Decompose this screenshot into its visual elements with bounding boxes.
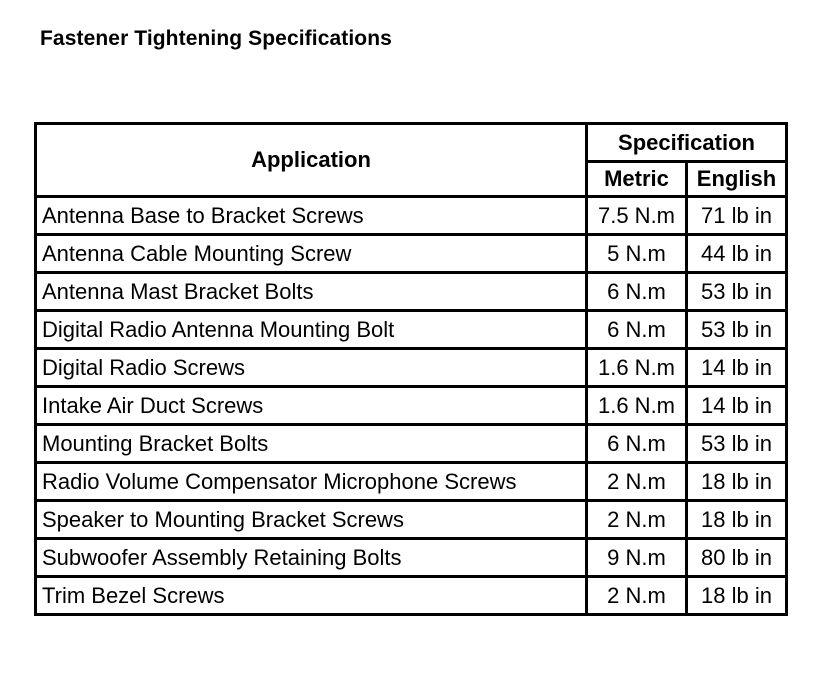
application-cell: Antenna Base to Bracket Screws bbox=[36, 197, 587, 235]
application-cell: Speaker to Mounting Bracket Screws bbox=[36, 501, 587, 539]
header-application: Application bbox=[36, 124, 587, 197]
metric-cell: 6 N.m bbox=[587, 273, 687, 311]
table-row bbox=[36, 197, 787, 235]
english-cell: 18 lb in bbox=[687, 501, 787, 539]
english-cell: 14 lb in bbox=[687, 349, 787, 387]
table-row bbox=[36, 501, 787, 539]
table-header bbox=[36, 124, 787, 197]
english-cell: 71 lb in bbox=[687, 197, 787, 235]
header-metric: Metric bbox=[587, 162, 687, 197]
header-specification: Specification bbox=[587, 124, 787, 162]
metric-cell: 9 N.m bbox=[587, 539, 687, 577]
english-cell: 44 lb in bbox=[687, 235, 787, 273]
application-cell: Antenna Mast Bracket Bolts bbox=[36, 273, 587, 311]
metric-cell: 6 N.m bbox=[587, 425, 687, 463]
table-row bbox=[36, 273, 787, 311]
english-cell: 53 lb in bbox=[687, 425, 787, 463]
application-cell: Antenna Cable Mounting Screw bbox=[36, 235, 587, 273]
table-row bbox=[36, 463, 787, 501]
application-cell: Digital Radio Screws bbox=[36, 349, 587, 387]
application-cell: Radio Volume Compensator Microphone Screws bbox=[36, 463, 587, 501]
table-row bbox=[36, 349, 787, 387]
application-cell: Intake Air Duct Screws bbox=[36, 387, 587, 425]
application-cell: Mounting Bracket Bolts bbox=[36, 425, 587, 463]
english-cell: 18 lb in bbox=[687, 463, 787, 501]
table-row bbox=[36, 235, 787, 273]
metric-cell: 7.5 N.m bbox=[587, 197, 687, 235]
header-english: English bbox=[687, 162, 787, 197]
metric-cell: 6 N.m bbox=[587, 311, 687, 349]
application-cell: Digital Radio Antenna Mounting Bolt bbox=[36, 311, 587, 349]
table-row bbox=[36, 539, 787, 577]
table-row bbox=[36, 387, 787, 425]
metric-cell: 1.6 N.m bbox=[587, 387, 687, 425]
fastener-spec-table bbox=[34, 122, 788, 616]
table-body bbox=[36, 197, 787, 615]
table-row bbox=[36, 425, 787, 463]
english-cell: 53 lb in bbox=[687, 311, 787, 349]
metric-cell: 2 N.m bbox=[587, 577, 687, 615]
english-cell: 80 lb in bbox=[687, 539, 787, 577]
metric-cell: 2 N.m bbox=[587, 501, 687, 539]
metric-cell: 1.6 N.m bbox=[587, 349, 687, 387]
metric-cell: 5 N.m bbox=[587, 235, 687, 273]
application-cell: Trim Bezel Screws bbox=[36, 577, 587, 615]
table-row bbox=[36, 577, 787, 615]
english-cell: 14 lb in bbox=[687, 387, 787, 425]
english-cell: 18 lb in bbox=[687, 577, 787, 615]
application-cell: Subwoofer Assembly Retaining Bolts bbox=[36, 539, 587, 577]
metric-cell: 2 N.m bbox=[587, 463, 687, 501]
page-title: Fastener Tightening Specifications bbox=[40, 27, 392, 50]
table-row bbox=[36, 311, 787, 349]
english-cell: 53 lb in bbox=[687, 273, 787, 311]
